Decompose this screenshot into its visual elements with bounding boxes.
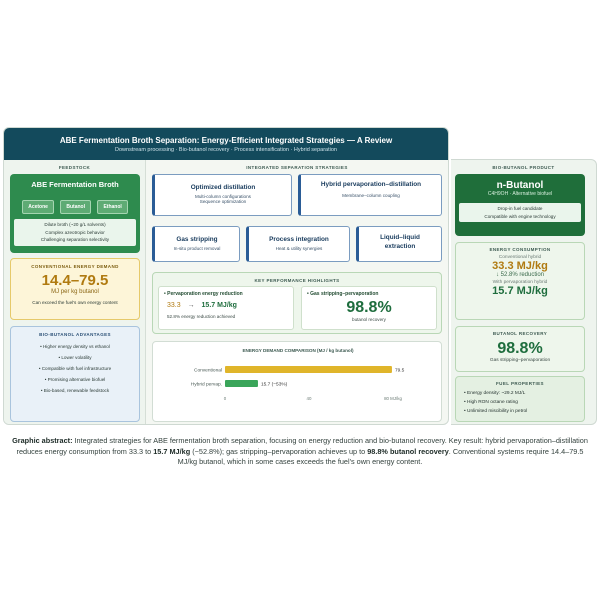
header-banner: [4, 128, 448, 160]
recovery-value: 98.8%: [497, 340, 543, 357]
caption-text: (−52.8%); gas stripping–pervaporation achieves up to: [190, 446, 368, 456]
axis-tick-label: 0: [223, 396, 227, 401]
feedstock-label: FEEDSTOCK: [58, 165, 91, 170]
kpi-label: KEY PERFORMANCE HIGHLIGHTS: [254, 278, 340, 283]
conventional-note: Can exceed the fuel's own energy content: [32, 300, 118, 305]
kpi-left-title: • Pervaporation energy reduction: [164, 291, 243, 297]
strategy-name: Optimized distillation: [190, 184, 256, 191]
fuel-properties-box: [455, 376, 585, 422]
product-line: Compatible with engine technology: [484, 213, 556, 219]
energy-pv-label: With pervaporation hybrid: [492, 280, 548, 285]
kpi-right-note: butanol recovery: [352, 317, 386, 322]
energy-pv-value: 15.7 MJ/kg: [492, 285, 548, 297]
product-details: [459, 203, 581, 222]
strategy-name: Process integration: [269, 236, 329, 243]
fuel-list: [464, 389, 584, 416]
energy-label: ENERGY CONSUMPTION: [489, 247, 551, 252]
recovery-note: Gas stripping–pervaporation: [489, 358, 551, 363]
kpi-right-title: • Gas stripping–pervaporation: [307, 291, 379, 297]
kpi-pervaporation: [158, 286, 294, 330]
advantages-list: [11, 341, 139, 396]
strategy-hybrid-pervaporation: [298, 174, 442, 216]
feedstock-title: ABE Fermentation Broth: [31, 180, 119, 189]
energy-conv-value: 33.3 MJ/kg: [492, 260, 548, 272]
bar: [225, 380, 258, 387]
fuel-label: FUEL PROPERTIES: [496, 381, 544, 386]
strategy-desc: In-situ product removal: [173, 246, 221, 251]
bar-value-label: 79.5: [394, 368, 405, 374]
axis-tick-label: 80 MJ/kg: [384, 396, 402, 401]
energy-reduction: ↓ 52.8% reduction: [495, 272, 545, 278]
pill-ethanol: Ethanol: [97, 200, 127, 214]
pill-acetone: Acetone: [22, 200, 54, 214]
list-item: • Compatible with fuel infrastructure: [38, 366, 112, 371]
list-item: • Higher energy density vs ethanol: [40, 344, 110, 349]
strategy-gas-stripping: [152, 226, 240, 262]
product-box: [455, 174, 585, 236]
bar-chart-svg: [153, 342, 443, 423]
list-item: • High RON octane rating: [464, 400, 518, 405]
conventional-label: CONVENTIONAL ENERGY DEMAND: [31, 264, 119, 269]
list-item: • Promising alternative biofuel: [44, 377, 106, 382]
caption-text: . Conventional systems require 14.4–79.5 MJ/kg butanol, which in some cases exceeds the fuel's own energy content.: [177, 446, 584, 466]
strategy-desc: Heat & utility synergies: [275, 246, 323, 251]
list-item: • Energy density: ~29.2 MJ/L: [464, 391, 526, 396]
strategy-optimized-distillation: [152, 174, 292, 216]
left-column: [4, 160, 146, 425]
pill-butanol: Butanol: [60, 200, 91, 214]
right-column: [451, 159, 597, 425]
recovery-box: [455, 326, 585, 372]
bar: [225, 366, 392, 373]
list-item: • Bio-based, renewable feedstock: [40, 388, 110, 393]
energy-conv-label: Conventional hybrid: [498, 255, 542, 260]
page-title: ABE Fermentation Broth Separation: Energy-Efficient Integrated Strategies — A Review: [59, 136, 393, 145]
feedstock-line: Dilute broth (~20 g/L solvents): [44, 222, 106, 227]
caption: [10, 436, 590, 468]
chart-title: ENERGY DEMAND COMPARISON (MJ / kg butanol): [242, 348, 354, 353]
strategy-name: Hybrid pervaporation–distillation: [320, 181, 422, 188]
strategy-process-integration: [246, 226, 350, 262]
kpi-left-note: 52.8% energy reduction achieved: [167, 314, 236, 319]
recovery-label: BUTANOL RECOVERY: [492, 331, 548, 336]
strategy-desc: Membrane–column coupling: [342, 193, 400, 198]
strategies-label: INTEGRATED SEPARATION STRATEGIES: [246, 165, 348, 170]
axis-tick-label: 40: [306, 396, 312, 401]
kpi-panel: [152, 272, 442, 334]
energy-consumption-box: [455, 242, 585, 320]
page-subtitle: Downstream processing · Bio-butanol recovery · Process intensification · Hybrid separation: [115, 147, 337, 153]
bar-category-label: Hybrid pervap.: [190, 382, 222, 388]
conventional-energy-box: [10, 258, 140, 320]
caption-text: Integrated strategies for ABE fermentation broth separation, focusing on energy reduction and bio-butanol recovery. Key result: hybrid pervaporation–distillation reduces energy consumption from 33.3 to: [16, 436, 588, 456]
feedstock-box: [10, 174, 140, 253]
advantages-label: BIO-BUTANOL ADVANTAGES: [39, 332, 111, 337]
feedstock-line: Challenging separation selectivity: [40, 237, 110, 242]
kpi-from-value: 33.3: [167, 302, 181, 309]
product-title: n-Butanol: [496, 180, 544, 191]
caption-highlight: 98.8% butanol recovery: [367, 446, 449, 456]
graphic-abstract-card: [3, 127, 449, 425]
bar-category-label: Conventional: [193, 368, 222, 374]
conventional-unit: MJ per kg butanol: [51, 289, 99, 295]
strategy-desc: Sequence optimization: [199, 199, 247, 204]
strategy-desc: Multi-column configurations: [195, 194, 251, 199]
arrow-right-icon: →: [187, 302, 195, 309]
product-label: BIO-BUTANOL PRODUCT: [492, 165, 555, 170]
caption-highlight: 15.7 MJ/kg: [153, 446, 191, 456]
middle-column: [146, 160, 448, 425]
caption-lead: Graphic abstract:: [12, 436, 73, 445]
product-formula: C4H9OH · Alternative biofuel: [487, 191, 553, 197]
product-line: Drop-in fuel candidate: [497, 206, 543, 211]
kpi-left-values: [167, 302, 293, 309]
list-item: • Lower volatility: [58, 355, 92, 360]
advantages-box: [10, 326, 140, 422]
feedstock-details: [14, 219, 136, 246]
feedstock-pills: [10, 195, 140, 214]
kpi-to-value: 15.7 MJ/kg: [201, 302, 237, 309]
strategy-name: Gas stripping: [176, 236, 218, 243]
kpi-gas-stripping: [301, 286, 437, 330]
strategy-liquid-extraction: [356, 226, 442, 262]
strategy-name: Liquid–liquid extraction: [380, 234, 420, 250]
kpi-right-value: 98.8%: [346, 299, 392, 316]
bar-value-label: 15.7 (−53%): [260, 382, 288, 388]
feedstock-line: Complex azeotropic behavior: [45, 229, 105, 235]
list-item: • Unlimited miscibility in petrol: [464, 409, 528, 414]
conventional-value: 14.4–79.5: [41, 272, 109, 289]
energy-demand-chart: [152, 341, 442, 422]
